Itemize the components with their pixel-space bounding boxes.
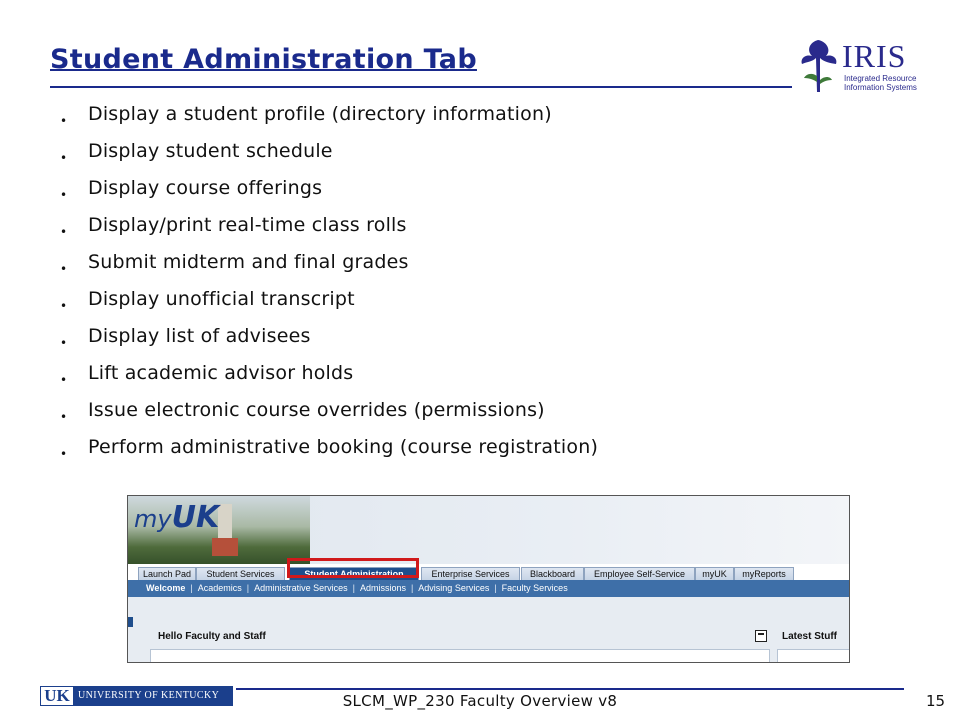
subnav-admissions[interactable]: Admissions [359,583,406,593]
portal-content [128,597,849,662]
uk-logo-name: UNIVERSITY OF KENTUCKY [78,690,220,701]
bullet-item [60,284,598,321]
subnav-separator: | [190,583,193,593]
iris-tagline-line2: Information Systems [844,83,917,92]
bullet-text: Display course offerings [88,177,323,199]
latest-stuff-heading: Latest Stuff [782,631,837,642]
bullet-text: Display student schedule [88,140,333,162]
myuk-logo-main: UK [171,500,220,535]
bullet-text: Submit midterm and final grades [88,251,409,273]
myuk-logo-prefix: my [134,505,172,533]
bullet-item [60,432,598,469]
tab-student-administration[interactable]: Student Administration [289,567,419,581]
subnav-faculty-services[interactable]: Faculty Services [501,583,568,593]
tab-blackboard[interactable]: Blackboard [521,567,584,581]
uk-logo-mark: UK [40,686,74,706]
bullet-item [60,321,598,358]
bullet-dot-icon: • [60,373,68,387]
page-number: 15 [926,692,946,710]
bullet-dot-icon: • [60,151,68,165]
title-underline-rule [50,86,792,88]
bullet-dot-icon: • [60,410,68,424]
bullet-text: Display unofficial transcript [88,288,355,310]
subnav-separator: | [494,583,497,593]
portal-subnav [128,580,849,597]
myuk-portal-screenshot [127,495,850,663]
tab-myreports[interactable]: myReports [734,567,794,581]
greeting-heading: Hello Faculty and Staff [158,631,266,642]
tab-employee-self-service[interactable]: Employee Self-Service [584,567,695,581]
bullet-text: Display list of advisees [88,325,311,347]
bullet-text: Perform administrative booking (course registration) [88,436,599,458]
greeting-panel [150,649,770,663]
bullet-dot-icon: • [60,114,68,128]
clock-tower-image [218,504,232,556]
iris-flower-icon [796,36,842,96]
minimize-icon[interactable] [755,630,767,642]
tab-student-services[interactable]: Student Services [196,567,285,581]
subnav-separator: | [352,583,355,593]
portal-banner [128,496,849,564]
subnav-separator: | [246,583,250,593]
bullet-item [60,247,598,284]
collapse-handle-icon[interactable] [128,617,133,627]
iris-tagline-line1: Integrated Resource [844,74,917,83]
latest-stuff-panel [777,649,850,663]
tab-enterprise-services[interactable]: Enterprise Services [421,567,520,581]
bullet-item [60,173,598,210]
iris-logo [796,36,926,98]
iris-logo-tagline [844,74,924,92]
bullet-text: Display/print real-time class rolls [88,214,407,236]
bullet-text: Issue electronic course overrides (permissions) [88,399,545,421]
bullet-item [60,136,598,173]
subnav-academics[interactable]: Academics [197,583,242,593]
bullet-text: Lift academic advisor holds [88,362,354,384]
tab-launch-pad[interactable]: Launch Pad [138,567,196,581]
bullet-dot-icon: • [60,262,68,276]
bullet-item [60,210,598,247]
subnav-advising-services[interactable]: Advising Services [418,583,490,593]
bullet-dot-icon: • [60,225,68,239]
subnav-administrative-services[interactable]: Administrative Services [254,583,348,593]
portal-tab-bar [128,564,849,580]
iris-logo-word: IRIS [842,38,907,74]
myuk-logo [134,500,219,535]
tab-myuk[interactable]: myUK [695,567,734,581]
bullet-text: Display a student profile (directory information) [88,103,552,125]
bullet-dot-icon: • [60,336,68,350]
bullet-item [60,99,598,136]
bullet-list [60,99,598,469]
footer-text: SLCM_WP_230 Faculty Overview v8 [342,692,618,710]
bullet-dot-icon: • [60,299,68,313]
subnav-separator: | [410,583,414,593]
subnav-welcome[interactable]: Welcome [146,583,186,593]
bullet-dot-icon: • [60,188,68,202]
bullet-dot-icon: • [60,447,68,461]
highlight-box [287,558,419,578]
bullet-item [60,358,598,395]
slide-title: Student Administration Tab [50,44,477,75]
bullet-item [60,395,598,432]
footer-rule [236,688,904,690]
